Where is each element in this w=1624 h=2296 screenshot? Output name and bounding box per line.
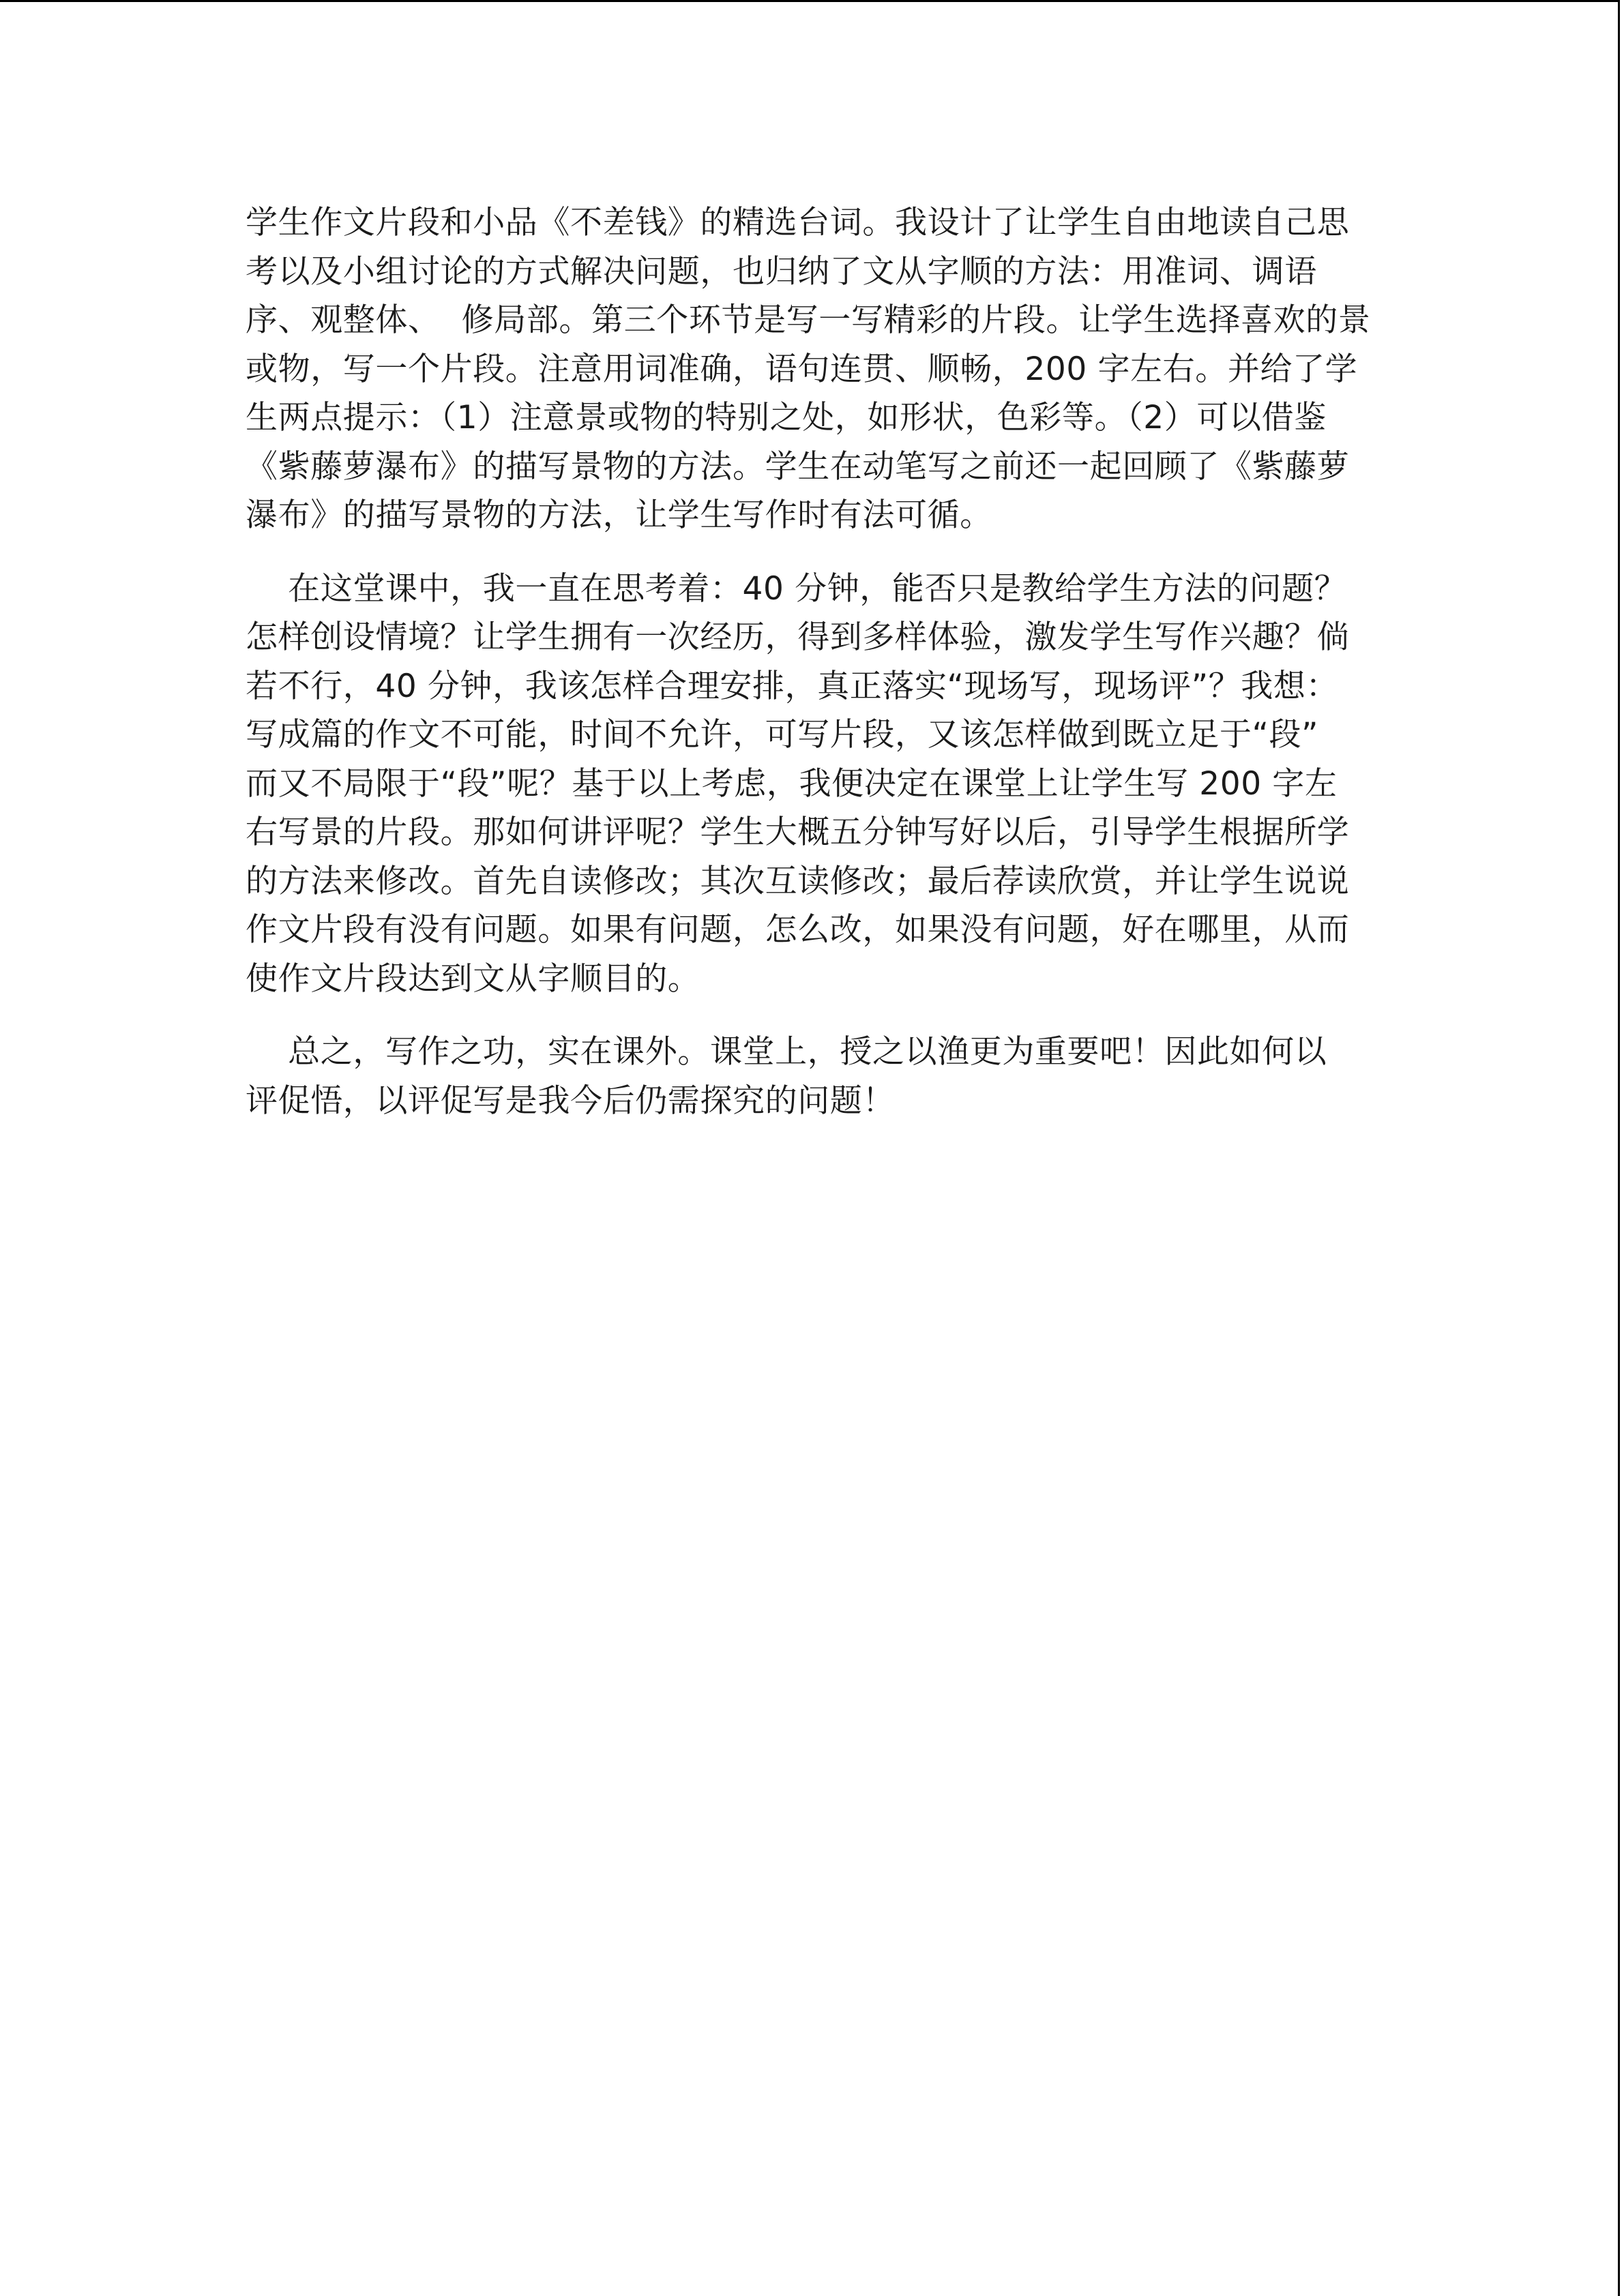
text-line: 考以及小组讨论的方式解决问题，也归纳了文从字顺的方法：用准词、调语 [246,252,1317,290]
text-line: 评促悟，以评促写是我今后仍需探究的问题！ [246,1082,895,1120]
paragraph-2 [246,565,1375,1004]
text-line: 序、观整体、 修局部。第三个环节是写一写精彩的片段。让学生选择喜欢的景 [246,301,1371,339]
text-line: 《紫藤萝瀑布》的描写景物的方法。学生在动笔写之前还一起回顾了《紫藤萝 [246,447,1350,486]
text-line: 怎样创设情境？让学生拥有一次经历，得到多样体验，激发学生写作兴趣？倘 [246,618,1350,656]
text-line: 学生作文片段和小品《不差钱》的精选台词。我设计了让学生自由地读自己思 [246,204,1350,241]
paragraph-1 [246,198,1375,540]
text-line: 总之，写作之功，实在课外。课堂上，授之以渔更为重要吧！因此如何以 [246,1033,1327,1071]
text-line: 或物，写一个片段。注意用词准确，语句连贯、顺畅，200 字左右。并给了学 [246,350,1358,388]
text-line: 生两点提示：（1）注意景或物的特别之处，如形状，色彩等。（2）可以借鉴 [246,399,1327,436]
text-line: 瀑布》的描写景物的方法，让学生写作时有法可循。 [246,496,992,534]
text-line: 若不行，40 分钟，我该怎样合理安排，真正落实“现场写，现场评”？我想： [246,667,1339,705]
document-body [246,198,1375,1150]
text-line: 作文片段有没有问题。如果有问题，怎么改，如果没有问题，好在哪里，从而 [246,911,1350,949]
text-line: 在这堂课中，我一直在思考着：40 分钟，能否只是教给学生方法的问题？ [246,569,1347,608]
text-line: 使作文片段达到文从字顺目的。 [246,959,700,998]
text-line: 而又不局限于“段”呢？基于以上考虑，我便决定在课堂上让学生写 200 字左 [246,764,1338,803]
paragraph-3 [246,1028,1375,1125]
text-line: 的方法来修改。首先自读修改；其次互读修改；最后荐读欣赏，并让学生说说 [246,862,1350,900]
text-line: 写成篇的作文不可能，时间不允许，可写片段，又该怎样做到既立足于“段” [246,716,1319,754]
text-line: 右写景的片段。那如何讲评呢？学生大概五分钟写好以后，引导学生根据所学 [246,814,1350,851]
